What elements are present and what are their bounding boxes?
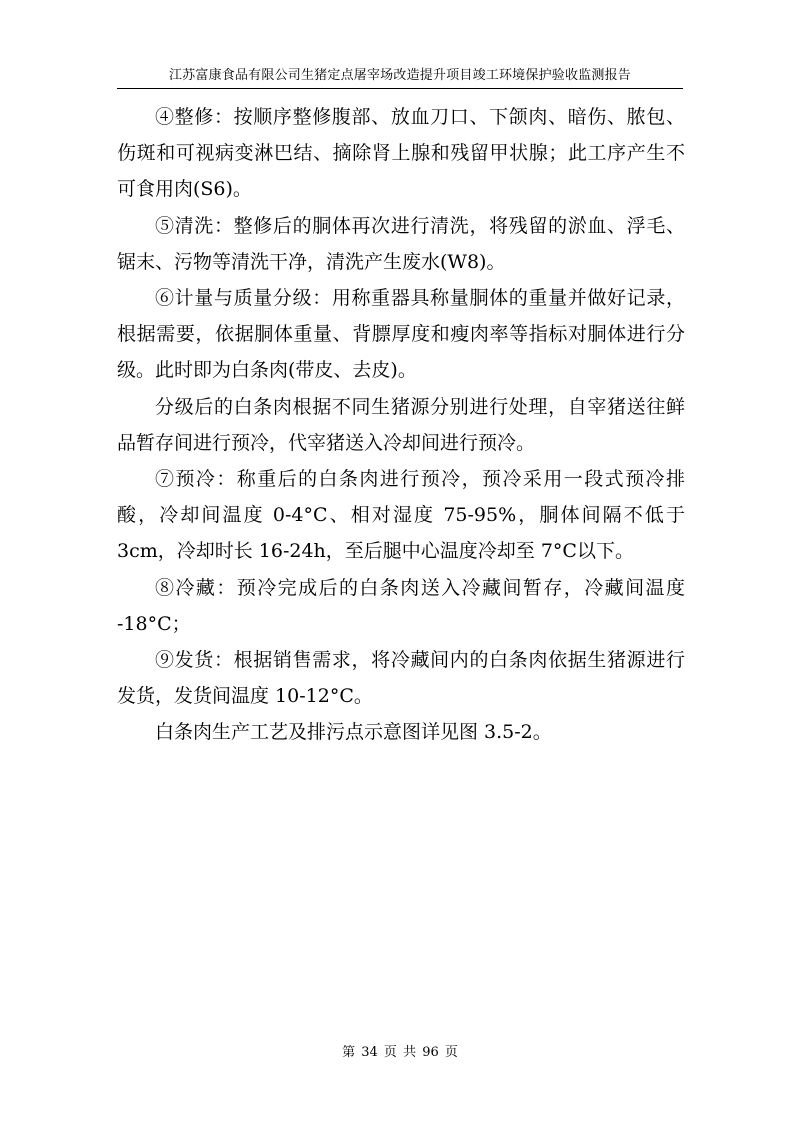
- paragraph-shipping: ⑨发货：根据销售需求，将冷藏间内的白条肉依据生猪源进行发货，发货间温度 10-12°C。: [117, 649, 685, 708]
- paragraph-figure-reference: 白条肉生产工艺及排污点示意图详见图 3.5-2。: [155, 721, 552, 744]
- paragraph-routing: 分级后的白条肉根据不同生猪源分别进行处理，自宰猪送往鲜品暂存间进行预冷，代宰猪送入冷却间进行预冷。: [117, 395, 685, 454]
- document-body: [117, 99, 685, 751]
- page-number: 第 34 页 共 96 页: [342, 1045, 458, 1060]
- paragraph-washing: ⑤清洗：整修后的胴体再次进行清洗，将残留的淤血、浮毛、锯末、污物等清洗干净，清洗产生废水(W8)。: [117, 214, 685, 273]
- paragraph-precooling: ⑦预冷：称重后的白条肉进行预冷，预冷采用一段式预冷排酸，冷却间温度 0-4°C、相对湿度 75-95%，胴体间隔不低于 3cm，冷却时长 16-24h，至后腿中心温度冷却至 7°C以下。: [117, 468, 685, 563]
- page-header: 江苏富康食品有限公司生猪定点屠宰场改造提升项目竣工环境保护验收监测报告: [168, 68, 631, 83]
- header-divider: [117, 88, 683, 89]
- paragraph-grading: ⑥计量与质量分级：用称重器具称量胴体的重量并做好记录，根据需要，依据胴体重量、背膘厚度和瘦肉率等指标对胴体进行分级。此时即为白条肉(带皮、去皮)。: [117, 287, 685, 382]
- paragraph-trimming: ④整修：按顺序整修腹部、放血刀口、下颌肉、暗伤、脓包、伤斑和可视病变淋巴结、摘除肾上腺和残留甲状腺；此工序产生不可食用肉(S6)。: [117, 106, 685, 201]
- paragraph-cold-storage: ⑧冷藏：预冷完成后的白条肉送入冷藏间暂存，冷藏间温度 -18°C；: [117, 576, 685, 635]
